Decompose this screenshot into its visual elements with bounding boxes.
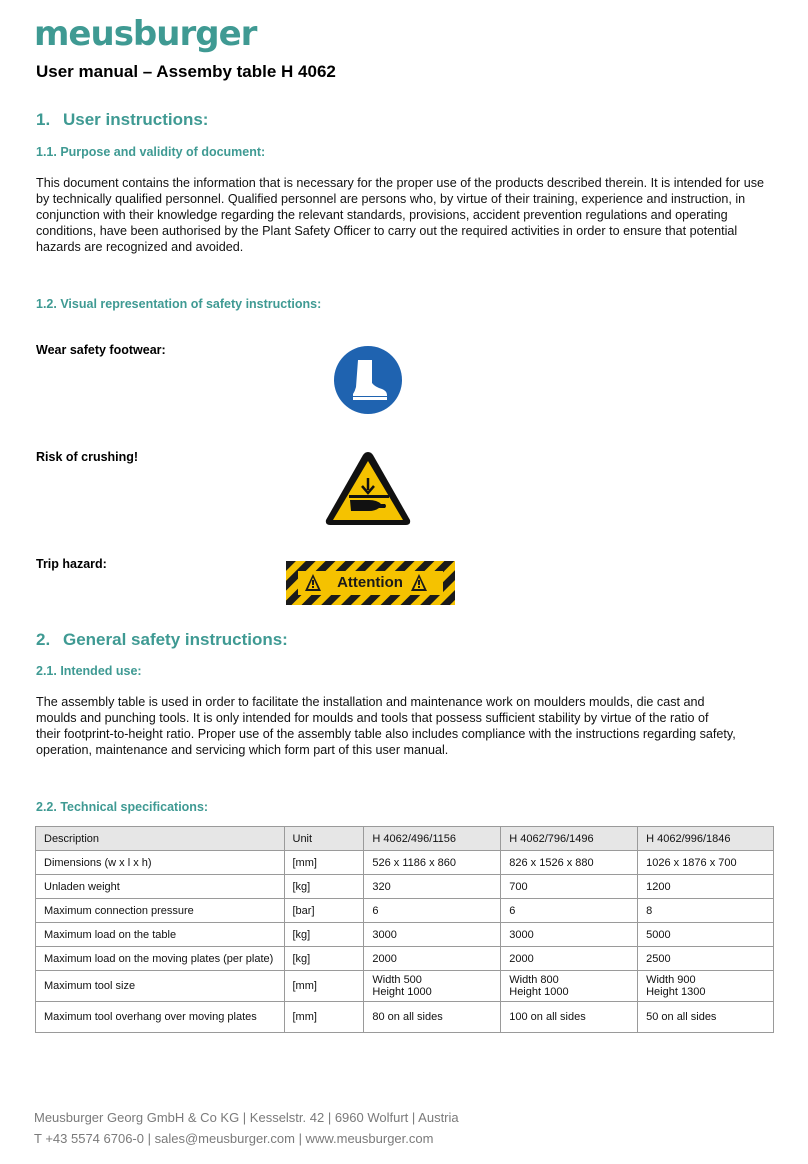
header-model-3: H 4062/996/1846 [638,827,774,851]
table-cell: [mm] [284,971,364,1002]
table-cell: 2000 [364,947,501,971]
table-cell: Width 900 Height 1300 [638,971,774,1002]
section-1-number: 1. [36,110,51,129]
table-row [36,923,774,947]
table-cell: Maximum tool size [36,971,285,1002]
table-row [36,971,774,1002]
table-cell: [kg] [284,947,364,971]
table-cell: 320 [364,875,501,899]
table-cell: 1200 [638,875,774,899]
trip-hazard-label: Trip hazard: [36,557,107,571]
table-cell: 8 [638,899,774,923]
table-cell: Width 500 Height 1000 [364,971,501,1002]
table-cell: 526 x 1186 x 860 [364,851,501,875]
attention-text: Attention [337,574,403,591]
table-cell: Maximum load on the moving plates (per plate) [36,947,285,971]
table-cell: 80 on all sides [364,1002,501,1033]
table-row [36,1002,774,1033]
purpose-paragraph: This document contains the information that is necessary for the proper use of the products described therein. It is intended for use by technically qualified personnel. Qualified personnel are persons who, by virtue of their training, experience and instruction, in conjunction with their knowledge regarding the relevant standards, provisions, accident prevention regulations and operating conditions, have been authorised by the Plant Safety Officer to carry out the required activities in order to ensure that potential hazards are recognized and avoided. [36,176,765,254]
table-cell: 50 on all sides [638,1002,774,1033]
table-cell: 2500 [638,947,774,971]
section-1-2-heading: 1.2. Visual representation of safety instructions: [36,297,322,311]
header-unit: Unit [284,827,364,851]
section-1-title: User instructions: [63,110,209,129]
section-2-number: 2. [36,630,51,649]
safety-boot-icon [331,343,405,422]
attention-stripe-sign [286,561,455,610]
table-row [36,947,774,971]
intended-use-paragraph: The assembly table is used in order to facilitate the installation and maintenance work on moulders moulds, die cast and moulds and punching tools. It is only intended for moulds and tools that possess sufficient stability by virtue of the ratio of their footprint-to-height ratio. Proper use of the assembly table also includes compliance with the instructions regarding safety, operation, maintenance and servicing which form part of this user manual. [36,695,736,757]
table-cell: Unladen weight [36,875,285,899]
table-cell: Width 800 Height 1000 [501,971,638,1002]
table-cell: [mm] [284,851,364,875]
technical-specifications-table [35,826,774,1033]
table-cell: [bar] [284,899,364,923]
table-cell: 5000 [638,923,774,947]
company-logo: meusburger [34,14,257,54]
section-2-1-heading: 2.1. Intended use: [36,664,142,678]
crushing-risk-label: Risk of crushing! [36,450,139,464]
table-row [36,875,774,899]
table-cell: 100 on all sides [501,1002,638,1033]
table-cell: 3000 [501,923,638,947]
section-2-title: General safety instructions: [63,630,288,649]
document-title: User manual – Assemby table H 4062 [36,62,336,81]
header-model-1: H 4062/496/1156 [364,827,501,851]
table-cell: Dimensions (w x l x h) [36,851,285,875]
table-cell: 6 [364,899,501,923]
table-cell: 1026 x 1876 x 700 [638,851,774,875]
table-cell: 826 x 1526 x 880 [501,851,638,875]
table-row [36,899,774,923]
table-cell: Maximum load on the table [36,923,285,947]
table-cell: 6 [501,899,638,923]
section-2-heading [36,630,288,650]
table-cell: 3000 [364,923,501,947]
table-cell: 700 [501,875,638,899]
footer-address: Meusburger Georg GmbH & Co KG | Kesselstr. 42 | 6960 Wolfurt | Austria [34,1110,459,1125]
section-1-heading [36,110,208,130]
section-1-1-heading: 1.1. Purpose and validity of document: [36,145,266,159]
header-model-2: H 4062/796/1496 [501,827,638,851]
safety-footwear-label: Wear safety footwear: [36,343,166,357]
table-row [36,851,774,875]
table-cell: Maximum tool overhang over moving plates [36,1002,285,1033]
footer-contact: T +43 5574 6706-0 | sales@meusburger.com | www.meusburger.com [34,1131,434,1146]
section-2-2-heading: 2.2. Technical specifications: [36,800,209,814]
table-cell: [kg] [284,875,364,899]
table-header-row [36,827,774,851]
crushing-hand-warning-icon [323,448,413,533]
header-description: Description [36,827,285,851]
table-cell: Maximum connection pressure [36,899,285,923]
table-cell: [kg] [284,923,364,947]
table-cell: [mm] [284,1002,364,1033]
table-cell: 2000 [501,947,638,971]
